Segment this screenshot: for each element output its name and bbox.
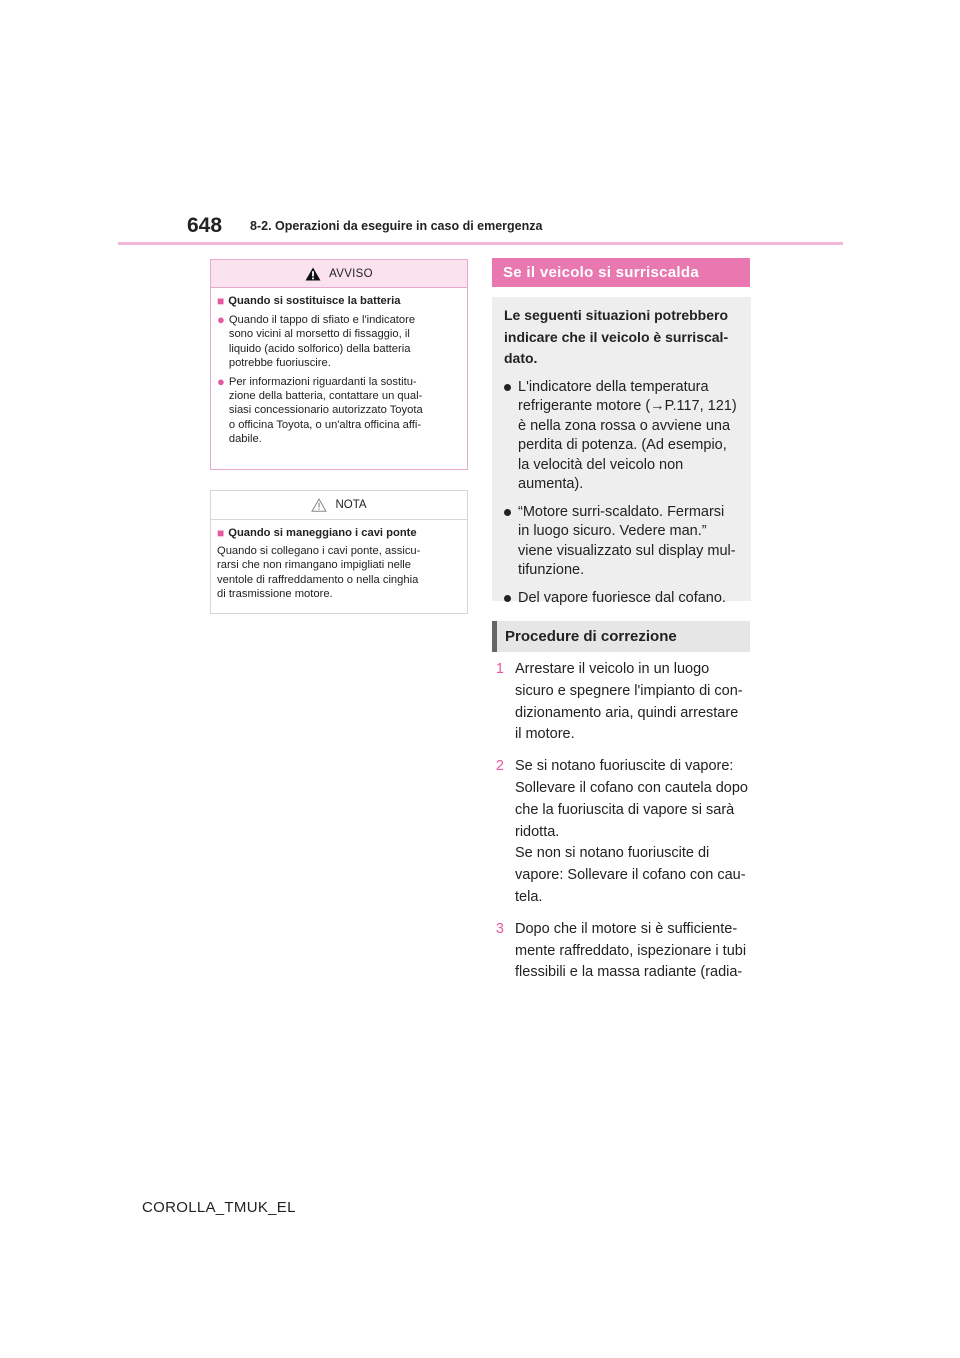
step-number: 3 [495,920,504,937]
section-title: 8-2. Operazioni da eseguire in caso di emergenza [250,219,543,233]
overheat-heading: Se il veicolo si surriscalda [492,258,750,287]
procedures-heading: Procedure di correzione [492,621,750,652]
warning-bullet [217,313,461,370]
bullet-dot-icon [504,595,511,602]
overheat-bullet [504,589,741,609]
note-box [210,490,468,614]
note-body [211,520,467,601]
overheat-box [492,297,751,606]
header-rule [118,242,843,245]
overheat-intro: Le seguenti situazioni potrebbero indicare che il veicolo è surriscal- dato. [504,307,729,366]
warning-heading [217,294,461,308]
step-number: 1 [495,661,504,677]
step-text: Se si notano fuoriuscite di vapore: Sollevare il cofano con cautela dopo che la fuoriuscita di vapore si sarà ridotta. Se non si notano fuoriuscite di vapore: Sollevare il cofano con cau- tela. [515,758,748,905]
caution-triangle-icon [311,498,327,512]
overheat-bullet [504,503,741,581]
circle-bullet-icon: ● [217,312,225,328]
warning-bullet-text: Per informazioni riguardanti la sostitu- zione della batteria, contattare un qual- siasi concessionario autorizzato Toyota o officina Toyota, o un'altra officina affi- dabile. [228,376,423,445]
bullet-dot-icon [504,384,511,391]
note-body-text: Quando si collegano i cavi ponte, assicu- rarsi che non rimangano impigliati nelle ventole di raffreddamento o nella cinghia di trasmissione motore. [217,545,421,600]
warning-triangle-icon [305,267,321,281]
page-number: 648 [187,214,223,237]
note-header [211,491,467,520]
procedure-step [492,919,754,984]
warning-box [210,259,468,470]
step-number: 2 [495,758,504,775]
overheat-bullet [504,378,741,495]
warning-label: AVVISO [329,267,373,280]
procedure-steps [492,659,754,994]
step-text: Arrestare il veicolo in un luogo sicuro e spegnere l'impianto di con- dizionamento aria, quindi arrestare il motore. [515,661,743,743]
overheat-bullet-text: L'indicatore della temperatura refrigerante motore (→P.117, 121) è nella zona rossa o avviene una perdita di potenza. (Ad esempio, la velocità del veicolo non aumenta). [518,378,737,492]
note-label: NOTA [335,499,367,511]
overheat-bullet-text: Del vapore fuoriesce dal cofano. [518,589,726,606]
bullet-dot-icon [504,509,511,516]
step-text: Dopo che il motore si è sufficiente- mente raffreddato, ispezionare i tubi flessibili e la massa radiante (radia- [515,920,747,981]
warning-header [211,260,467,288]
warning-heading-text: Quando si sostituisce la batteria [228,295,401,307]
procedure-step [492,659,754,746]
warning-bullet-text: Quando il tappo di sfiato e l'indicatore sono vicini al morsetto di fissaggio, il liquido (acido solforico) della batteria potrebbe fuoriuscire. [228,314,416,369]
note-heading [217,526,461,540]
square-bullet-icon: ■ [217,294,225,308]
warning-bullet [217,375,461,446]
warning-body [211,288,467,446]
footer-model-code: COROLLA_TMUK_EL [142,1199,296,1216]
square-bullet-icon: ■ [217,526,225,540]
procedure-step [492,756,754,909]
overheat-bullet-text: “Motore surri-scaldato. Fermarsi in luogo sicuro. Vedere man.” viene visualizzato sul display mul- tifunzione. [518,503,736,578]
note-heading-text: Quando si maneggiano i cavi ponte [228,527,417,539]
circle-bullet-icon: ● [217,374,225,390]
